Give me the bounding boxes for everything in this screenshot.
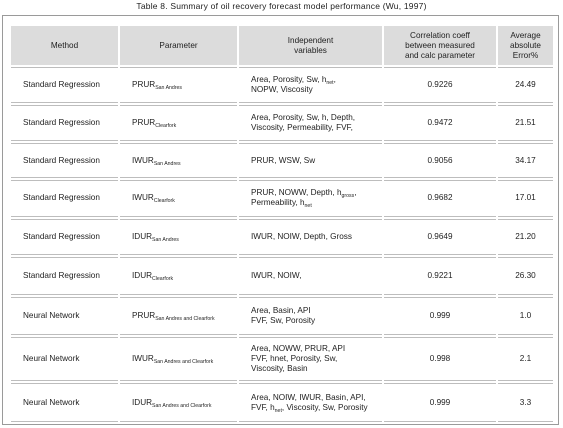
variables-line: IWUR, NOIW, Depth, Gross <box>251 231 352 241</box>
parameter-cell <box>120 67 237 103</box>
correlation-cell: 0.9682 <box>384 180 496 217</box>
parameter-name: IDUR <box>132 271 153 281</box>
variables-line: IWUR, NOIW, <box>251 271 302 281</box>
table-body <box>11 67 553 422</box>
error-cell: 2.1 <box>498 337 553 381</box>
variables-line: Area, NOIW, IWUR, Basin, API, <box>251 392 366 402</box>
independent-variables-cell <box>239 180 382 217</box>
header-average-error: Average absolute Error% <box>498 26 553 65</box>
parameter-subscript: Clearfork <box>152 276 174 283</box>
method-cell: Standard Regression <box>11 219 118 256</box>
independent-variables-cell <box>239 219 382 256</box>
parameter-subscript: San Andres and Clearfork <box>155 315 215 322</box>
parameter-name: IDUR <box>132 397 153 407</box>
header-method: Method <box>11 26 118 65</box>
method-cell: Standard Regression <box>11 257 118 295</box>
parameter-name: IWUR <box>132 353 154 363</box>
table-row <box>11 67 553 103</box>
method-cell: Neural Network <box>11 383 118 422</box>
error-cell: 1.0 <box>498 297 553 335</box>
error-cell: 17.01 <box>498 180 553 217</box>
variables-line: FVF, Sw, Porosity <box>251 315 316 325</box>
parameter-cell <box>120 180 237 217</box>
independent-variables-cell <box>239 105 382 142</box>
correlation-cell: 0.998 <box>384 337 496 381</box>
error-cell: 3.3 <box>498 383 553 422</box>
parameter-name: IWUR <box>132 155 154 165</box>
parameter-cell <box>120 383 237 422</box>
header-row <box>11 26 553 65</box>
variables-subscript: net <box>304 203 312 210</box>
variables-line: FVF, hnet, Porosity, Sw, <box>251 353 338 363</box>
variables-line: Permeability, h <box>251 198 305 208</box>
table-row <box>11 180 553 217</box>
parameter-subscript: San Andres <box>155 84 183 91</box>
variables-line: FVF, h <box>251 402 275 412</box>
parameter-cell <box>120 143 237 178</box>
variables-line: PRUR, WSW, Sw <box>251 155 316 165</box>
parameter-subscript: San Andres and Clearfork <box>153 358 214 365</box>
parameter-name: PRUR <box>132 79 156 89</box>
table-row <box>11 257 553 295</box>
parameter-name: IDUR <box>132 231 153 241</box>
table-row <box>11 105 553 142</box>
independent-variables-cell <box>239 337 382 381</box>
correlation-cell: 0.9472 <box>384 105 496 142</box>
parameter-cell <box>120 257 237 295</box>
variables-line: Area, Porosity, Sw, h <box>251 74 327 84</box>
independent-variables-cell <box>239 67 382 103</box>
independent-variables-cell <box>239 383 382 422</box>
parameter-name: PRUR <box>132 310 156 320</box>
correlation-cell: 0.9649 <box>384 219 496 256</box>
parameter-subscript: Clearfork <box>153 198 175 205</box>
variables-line: NOPW, Viscosity <box>251 84 313 94</box>
table-row <box>11 297 553 335</box>
variables-line: Area, NOWW, PRUR, API <box>251 343 346 353</box>
method-cell: Neural Network <box>11 337 118 381</box>
correlation-cell: 0.999 <box>384 297 496 335</box>
variables-line-tail: , <box>333 74 336 84</box>
method-cell: Standard Regression <box>11 105 118 142</box>
error-cell: 24.49 <box>498 67 553 103</box>
parameter-cell <box>120 219 237 256</box>
method-cell: Standard Regression <box>11 143 118 178</box>
method-cell: Neural Network <box>11 297 118 335</box>
parameter-cell <box>120 105 237 142</box>
table-caption: Table 8. Summary of oil recovery forecast model performance (Wu, 1997) <box>136 1 427 11</box>
table-row <box>11 143 553 178</box>
parameter-subscript: San Andres <box>152 236 179 243</box>
parameter-subscript: Clearfork <box>155 122 177 129</box>
error-cell: 34.17 <box>498 143 553 178</box>
independent-variables-cell <box>239 143 382 178</box>
table-row <box>11 219 553 256</box>
table-row <box>11 337 553 381</box>
correlation-cell: 0.9221 <box>384 257 496 295</box>
correlation-cell: 0.999 <box>384 383 496 422</box>
parameter-subscript: San Andres <box>153 160 181 167</box>
independent-variables-cell <box>239 297 382 335</box>
parameter-cell <box>120 297 237 335</box>
correlation-cell: 0.9056 <box>384 143 496 178</box>
error-cell: 26.30 <box>498 257 553 295</box>
variables-subscript: gross <box>341 193 355 200</box>
variables-line: Area, Basin, API <box>251 305 311 315</box>
variables-subscript: net <box>274 407 282 414</box>
parameter-cell <box>120 337 237 381</box>
error-cell: 21.20 <box>498 219 553 256</box>
parameter-subscript: San Andres and Clearfork <box>152 402 212 409</box>
header-parameter: Parameter <box>120 26 237 65</box>
variables-line: Area, Porosity, Sw, h, Depth, <box>251 112 356 122</box>
header-independent-variables: Independent variables <box>239 26 382 65</box>
correlation-cell: 0.9226 <box>384 67 496 103</box>
parameter-name: PRUR <box>132 117 156 127</box>
method-cell: Standard Regression <box>11 180 118 217</box>
parameter-name: IWUR <box>132 193 154 203</box>
error-cell: 21.51 <box>498 105 553 142</box>
method-cell: Standard Regression <box>11 67 118 103</box>
performance-table <box>9 24 555 424</box>
independent-variables-cell <box>239 257 382 295</box>
variables-line: Viscosity, Basin <box>251 363 308 373</box>
variables-line: PRUR, NOWW, Depth, h <box>251 188 342 198</box>
variables-line-tail: , <box>354 188 357 198</box>
variables-line: Viscosity, Permeability, FVF, <box>251 122 353 132</box>
header-correlation-coeff: Correlation coeff between measured and calc parameter <box>384 26 496 65</box>
variables-line-tail: , Viscosity, Sw, Porosity <box>281 402 368 412</box>
table-row <box>11 383 553 422</box>
variables-subscript: net <box>326 79 334 86</box>
